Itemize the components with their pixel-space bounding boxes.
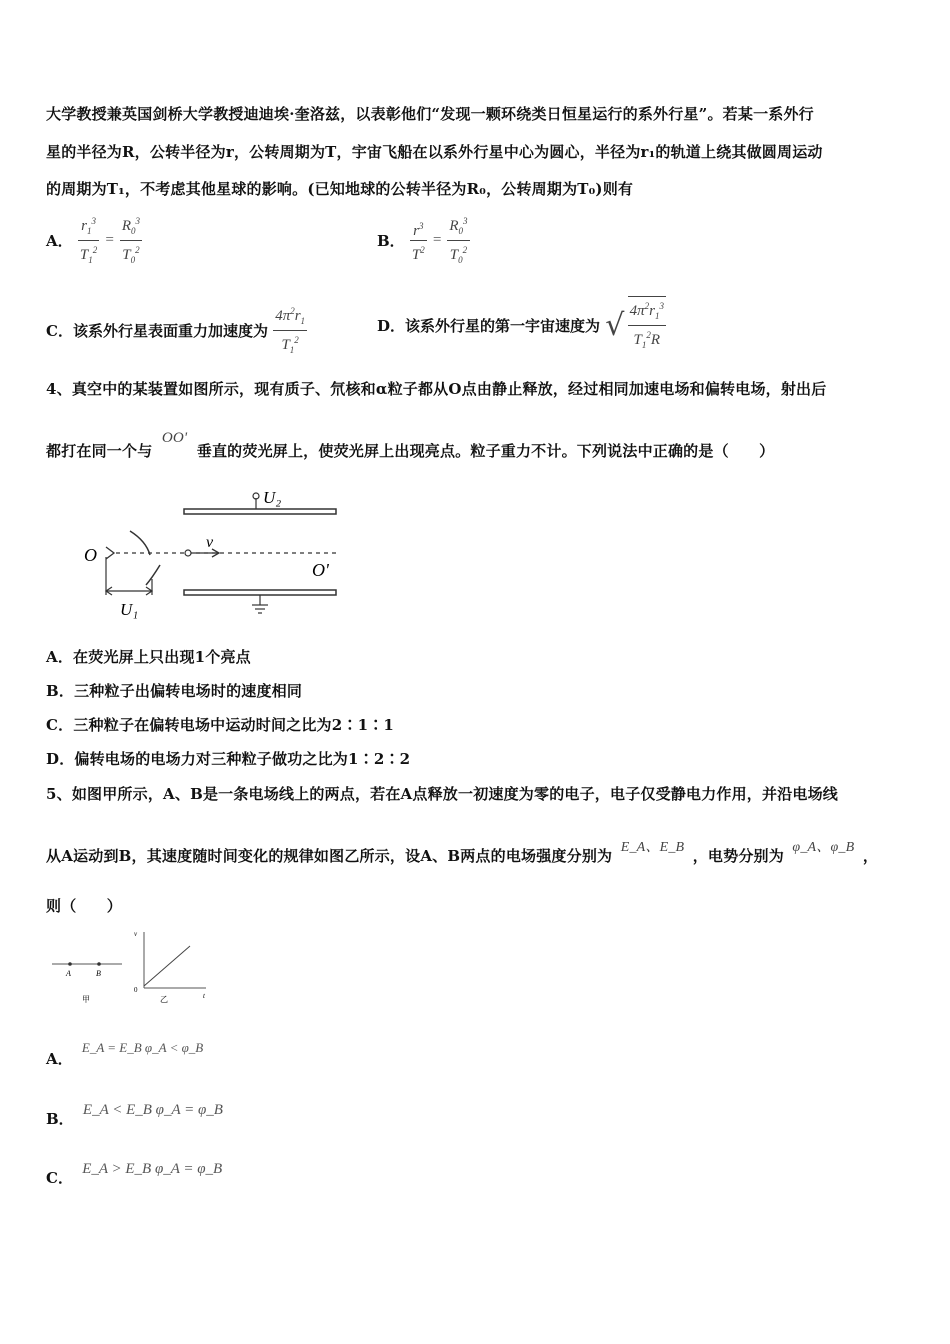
oo-axis-label: OO'	[161, 430, 188, 446]
option-label: C．	[46, 1169, 73, 1187]
q3-line-1: 大学教授兼英国剑桥大学教授迪迪埃·奎洛兹，以表彰他们“发现一颗环绕类日恒星运行的系外行星”。若某一系外行	[46, 105, 814, 123]
q5-line-2-part-c: ，	[862, 847, 879, 865]
u2-label: U₂	[263, 488, 282, 507]
figure-jia-label: 甲	[82, 995, 90, 1004]
q4-apparatus-figure	[80, 483, 350, 623]
field-strength-symbols: E_A、E_B	[620, 840, 685, 855]
q3-option-b	[377, 212, 470, 269]
point-b-label: B	[96, 969, 101, 978]
formula-fraction: $\frac{R_0^3}{T_0^2}$	[447, 212, 469, 269]
q4-line-1: 4、真空中的某装置如图所示，现有质子、氘核和α粒子都从O点由静止释放，经过相同加速电场和偏转电场，射出后	[46, 380, 827, 398]
q4-line-2-part-a: 都打在同一个与	[46, 442, 153, 460]
point-b	[97, 962, 101, 966]
v-label: v	[206, 534, 214, 551]
option-expression: E_A > E_B φ_A = φ_B	[82, 1161, 223, 1177]
o-prime-label: O'	[312, 560, 329, 580]
formula-fraction: $\frac{4\pi^2r_1}{T_1^2}$	[273, 302, 307, 359]
q5-figure	[48, 926, 218, 1008]
equals-sign: =	[104, 232, 115, 248]
equals-sign: =	[432, 232, 443, 248]
upper-plate	[184, 509, 336, 514]
option-label: A．	[46, 232, 73, 250]
origin-label: 0	[134, 986, 138, 994]
q4-option-c: C．三种粒子在偏转电场中运动时间之比为2∶1∶1	[46, 716, 395, 734]
option-expression: E_A = E_B φ_A < φ_B	[81, 1040, 204, 1055]
formula-fraction: $\frac{r_1^3}{T_1^2}$	[78, 212, 99, 269]
option-label: B．	[377, 232, 405, 250]
q5-line-2	[46, 840, 879, 866]
option-expression: E_A < E_B φ_A = φ_B	[82, 1102, 223, 1118]
figure-yi-label: 乙	[160, 995, 168, 1004]
option-label: D．该系外行星的第一宇宙速度为	[377, 316, 601, 335]
q5-line-2-part-b: ，电势分别为	[692, 847, 784, 865]
q4-line-2	[46, 430, 775, 461]
q5-line-1: 5、如图甲所示，A、B是一条电场线上的两点，若在A点释放一初速度为零的电子，电子仅受静电力作用，并沿电场线	[46, 785, 838, 803]
o-point-marker	[106, 547, 114, 559]
formula-fraction: $\frac{4\pi^2r_1^3}{T_1^2R}$	[628, 296, 666, 354]
t-axis-label: t	[203, 992, 205, 1000]
option-label: B．	[46, 1110, 74, 1128]
q3-option-c	[46, 302, 307, 359]
accelerating-plate-bottom	[146, 565, 160, 585]
q5-option-c	[46, 1161, 223, 1188]
q4-option-b: B．三种粒子出偏转电场时的速度相同	[46, 682, 303, 700]
formula-fraction: $\frac{r^3}{T^2}$	[410, 217, 427, 264]
u1-label: U₁	[120, 600, 139, 619]
v-t-line	[144, 946, 190, 986]
q4-line-2-part-b: 垂直的荧光屏上，使荧光屏上出现亮点。粒子重力不计。下列说法中正确的是（ ）	[196, 442, 775, 460]
q3-line-2: 星的半径为R，公转半径为r，公转周期为T，宇宙飞船在以系外行星中心为圆心，半径为r₁的轨道上绕其做圆周运动	[46, 143, 823, 161]
q4-option-d: D．偏转电场的电场力对三种粒子做功之比为1∶2∶2	[46, 750, 411, 768]
option-label: A．	[46, 1050, 73, 1068]
lower-plate	[184, 590, 336, 595]
formula-fraction: $\frac{R_0^3}{T_0^2}$	[120, 212, 142, 269]
v-axis-label: v	[134, 930, 138, 938]
point-a-label: A	[66, 969, 71, 978]
option-label: C．该系外行星表面重力加速度为	[46, 322, 268, 340]
q5-option-a	[46, 1040, 204, 1069]
q5-line-3: 则（ ）	[46, 897, 123, 915]
q3-option-d	[377, 296, 666, 354]
o-label: O	[84, 545, 97, 565]
q3-line-3: 的周期为T₁，不考虑其他星球的影响。(已知地球的公转半径为R₀，公转周期为T₀)则有	[46, 180, 634, 198]
potential-symbols: φ_A、φ_B	[792, 840, 855, 855]
accelerating-plate-top	[130, 531, 150, 555]
q4-option-a: A．在荧光屏上只出现1个亮点	[46, 648, 251, 666]
q3-option-a	[46, 212, 142, 269]
sqrt-icon: √	[605, 307, 625, 343]
point-a	[68, 962, 72, 966]
q5-option-b	[46, 1102, 223, 1129]
particle	[185, 550, 191, 556]
q5-line-2-part-a: 从A运动到B，其速度随时间变化的规律如图乙所示，设A、B两点的电场强度分别为	[46, 847, 613, 865]
